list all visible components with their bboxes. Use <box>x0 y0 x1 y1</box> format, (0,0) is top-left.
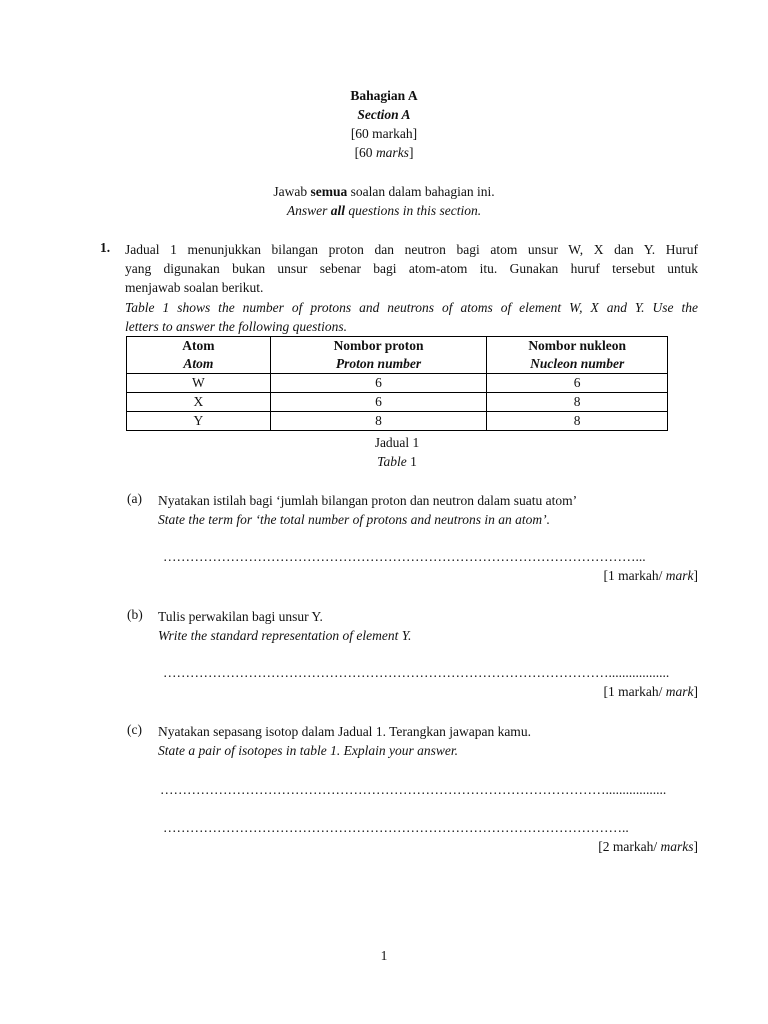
question-number: 1. <box>100 240 111 255</box>
section-marks-en: [60 marks] <box>354 145 414 160</box>
cell-atom: X <box>127 393 271 412</box>
section-title-en: Section A <box>357 107 411 122</box>
part-b-marks: [1 markah/ mark] <box>603 684 698 699</box>
part-c-text-en: State a pair of isotopes in table 1. Explain your answer. <box>158 743 458 758</box>
instruction-my: Jawab semua soalan dalam bahagian ini. <box>273 184 495 199</box>
part-c-answer-line-1[interactable]: ……………………………………………………………………………………….................. <box>160 782 667 797</box>
instruction-en: Answer all questions in this section. <box>286 203 482 218</box>
part-a-label: (a) <box>127 491 142 506</box>
part-a-text-en: State the term for ‘the total number of protons and neutrons in an atom’. <box>158 512 550 527</box>
table-header-row-my <box>127 337 668 356</box>
section-marks-my: [60 markah] <box>350 126 418 141</box>
cell-atom: W <box>127 374 271 393</box>
cell-proton: 6 <box>270 393 487 412</box>
part-a-text-my: Nyatakan istilah bagi ‘jumlah bilangan proton dan neutron dalam suatu atom’ <box>158 493 578 508</box>
header-proton-en: Proton number <box>270 355 487 374</box>
data-table <box>126 336 668 431</box>
part-c-answer-line-2[interactable]: ………………………………………………………………………………………….. <box>163 820 629 835</box>
part-c-label: (c) <box>127 722 142 737</box>
header-proton-my: Nombor proton <box>270 337 487 356</box>
table-caption <box>126 433 668 471</box>
table-caption-my: Jadual 1 <box>374 435 420 450</box>
part-a-answer-line[interactable]: ……………………………………………………………………………………………... <box>163 549 646 564</box>
instructions <box>0 182 768 220</box>
header-nucleon-en: Nucleon number <box>487 355 668 374</box>
part-a-marks: [1 markah/ mark] <box>603 568 698 583</box>
table-row <box>127 412 668 431</box>
cell-atom: Y <box>127 412 271 431</box>
part-c-marks: [2 markah/ marks] <box>598 839 698 854</box>
section-header <box>0 86 768 162</box>
table-header-row-en <box>127 355 668 374</box>
table-row <box>127 374 668 393</box>
header-atom-en: Atom <box>127 355 271 374</box>
cell-nucleon: 8 <box>487 412 668 431</box>
part-b-text-en: Write the standard representation of element Y. <box>158 628 412 643</box>
header-atom-my: Atom <box>127 337 271 356</box>
part-b-text-my: Tulis perwakilan bagi unsur Y. <box>158 609 323 624</box>
part-b-answer-line[interactable]: ……………………………………………………………………………………….................. <box>163 665 670 680</box>
table-caption-en: Table 1 <box>377 454 417 469</box>
header-nucleon-my: Nombor nukleon <box>487 337 668 356</box>
part-b-label: (b) <box>127 607 143 622</box>
cell-nucleon: 8 <box>487 393 668 412</box>
page-number: 1 <box>380 948 388 963</box>
question-intro-my: Jadual 1 menunjukkan bilangan proton dan neutron bagi atom unsur W, X dan Y. Huruf yang digunakan bukan unsur sebenar bagi atom-atom itu. Gunakan huruf tersebut untuk menjawab soalan berikut. <box>125 242 698 295</box>
part-c-text-my: Nyatakan sepasang isotop dalam Jadual 1. Terangkan jawapan kamu. <box>158 724 531 739</box>
cell-nucleon: 6 <box>487 374 668 393</box>
question-intro-en: Table 1 shows the number of protons and neutrons of atoms of element W, X and Y. Use the letters to answer the following questions. <box>125 300 698 334</box>
cell-proton: 6 <box>270 374 487 393</box>
part-c-question <box>158 722 703 760</box>
part-b-question <box>158 607 703 645</box>
part-a-question <box>158 491 703 529</box>
cell-proton: 8 <box>270 412 487 431</box>
table-row <box>127 393 668 412</box>
section-title-my: Bahagian A <box>350 88 418 103</box>
